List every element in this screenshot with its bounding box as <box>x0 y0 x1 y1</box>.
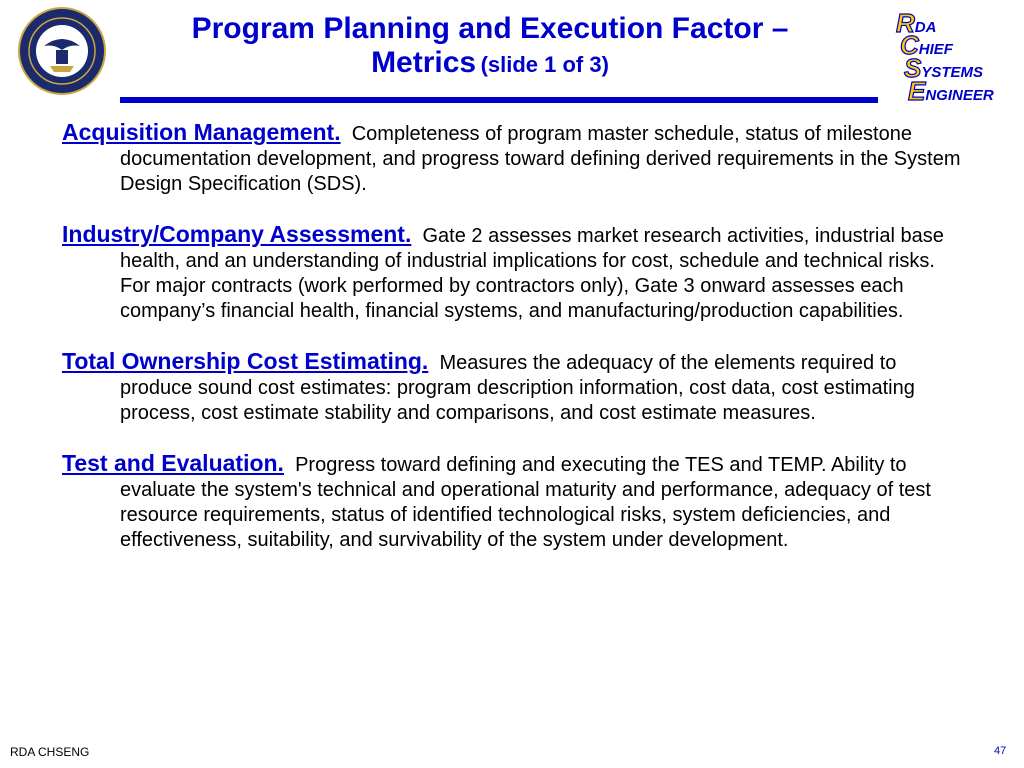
title-line2-main: Metrics <box>371 46 477 79</box>
section-heading: Acquisition Management. <box>62 119 341 145</box>
section-test-and-evaluation <box>62 451 962 553</box>
footer-org-label: RDA CHSENG <box>10 745 90 759</box>
title-divider <box>120 97 878 103</box>
slide-body <box>62 120 962 578</box>
title-line2-sub: (slide 1 of 3) <box>480 52 609 77</box>
section-heading: Industry/Company Assessment. <box>62 221 412 247</box>
section-text: Gate 2 assesses market research activities, industrial base health, and an understanding of industrial implications for cost, schedule and technical risks. For major contracts (work performed by contractors only), Gate 3 onward assesses each company’s financial health, financial systems, and manufacturing/production capabilities. <box>120 225 944 322</box>
navy-seal-icon <box>10 6 114 96</box>
title-line2 <box>130 46 850 85</box>
logo-row-4: ENGINEER <box>908 76 994 106</box>
section-text: Measures the adequacy of the elements required to produce sound cost estimates: program description information, cost data, cost estimating process, cost estimate stability and comparisons, and cost estimate measures. <box>120 352 915 424</box>
section-text: Completeness of program master schedule, status of milestone documentation development, and progress toward defining derived requirements in the System Design Specification (SDS). <box>120 123 961 195</box>
logo-row-1: RDA <box>896 8 937 38</box>
section-industry-company-assessment <box>62 222 962 324</box>
logo-row-3: SYSTEMS <box>904 53 984 83</box>
page-number: 47 <box>994 745 1007 757</box>
rda-chief-systems-engineer-logo <box>894 8 1018 104</box>
section-heading: Total Ownership Cost Estimating. <box>62 348 429 374</box>
section-heading: Test and Evaluation. <box>62 450 284 476</box>
logo-row-2: CHIEF <box>900 30 953 60</box>
slide-title <box>130 12 850 85</box>
section-total-ownership-cost-estimating <box>62 349 962 426</box>
section-text: Progress toward defining and executing the TES and TEMP. Ability to evaluate the system's technical and operational maturity and performance, adequacy of test resource requirements, status of identified technological risks, system deficiencies, and effectiveness, suitability, and survivability of the system under development. <box>120 454 931 551</box>
title-line1: Program Planning and Execution Factor – <box>191 12 789 45</box>
section-acquisition-management <box>62 120 962 197</box>
